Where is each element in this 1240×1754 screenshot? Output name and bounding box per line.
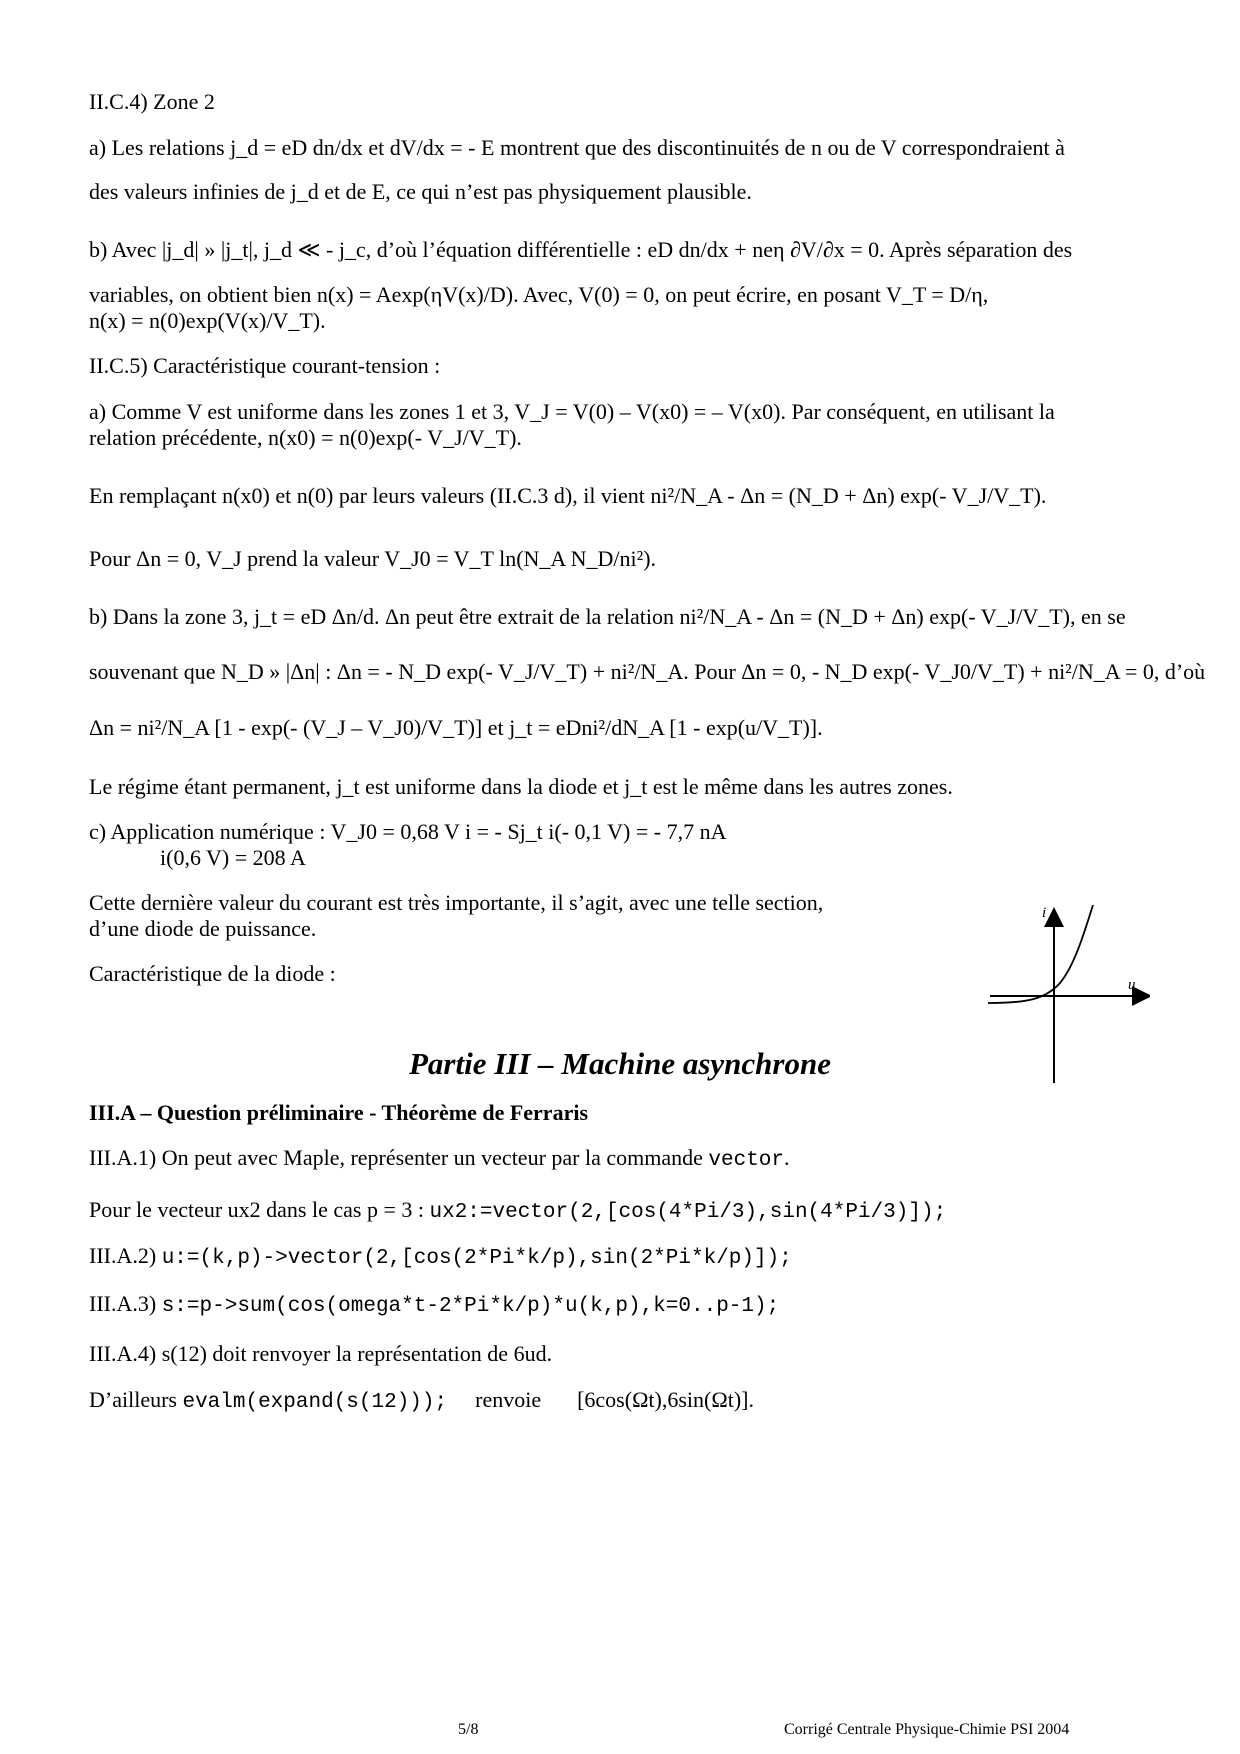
code-span: u:=(k,p)->vector(2,[cos(2*Pi*k/p),sin(2*Pi*k/p)]);	[161, 1247, 792, 1270]
paragraph-line: Le régime étant permanent, j_t est uniforme dans la diode et j_t est le même dans les autres zones.	[89, 774, 953, 799]
paragraph-line	[89, 1196, 946, 1227]
part-title: Partie III – Machine asynchrone	[409, 1046, 831, 1081]
text-span: III.A.3)	[89, 1291, 162, 1316]
section-heading: III.A – Question préliminaire - Théorème de Ferraris	[89, 1100, 589, 1125]
paragraph-line: a) Comme V est uniforme dans les zones 1 et 3, V_J = V(0) – V(x0) = – V(x0). Par conséquent, en utilisant la	[89, 399, 1055, 424]
code-span: vector	[708, 1149, 785, 1172]
paragraph-line: variables, on obtient bien n(x) = Aexp(ηV(x)/D). Avec, V(0) = 0, on peut écrire, en posant V_T = D/η,	[89, 282, 989, 307]
paragraph-line: Pour Δn = 0, V_J prend la valeur V_J0 = V_T ln(N_A N_D/ni²).	[89, 546, 657, 571]
paragraph-line: a) Les relations j_d = eD dn/dx et dV/dx = - E montrent que des discontinuités de n ou de V correspondraient à	[89, 135, 1065, 160]
paragraph-line: b) Avec |j_d| » |j_t|, j_d ≪ - j_c, d’où l’équation différentielle : eD dn/dx + neη ∂V/∂x = 0. Après séparation des	[89, 237, 1073, 262]
footer-source: Corrigé Centrale Physique-Chimie PSI 2004	[784, 1721, 1070, 1738]
paragraph-line: III.A.4) s(12) doit renvoyer la représentation de 6ud.	[89, 1341, 553, 1366]
code-span: ux2:=vector(2,[cos(4*Pi/3),sin(4*Pi/3)]);	[429, 1201, 947, 1224]
text-span: D’ailleurs	[89, 1387, 183, 1412]
text-span: III.A.1) On peut avec Maple, représenter un vecteur par la commande	[89, 1145, 709, 1170]
code-span: s:=p->sum(cos(omega*t-2*Pi*k/p)*u(k,p),k=0..p-1);	[161, 1295, 780, 1318]
paragraph-line: d’une diode de puissance.	[89, 916, 317, 941]
paragraph-line: b) Dans la zone 3, j_t = eD Δn/d. Δn peut être extrait de la relation ni²/N_A - Δn = (N_D + Δn) exp(- V_J/V_T), en se	[89, 604, 1126, 629]
paragraph-line: Δn = ni²/N_A [1 - exp(- (V_J – V_J0)/V_T)] et j_t = eDni²/dN_A [1 - exp(u/V_T)].	[89, 715, 823, 740]
paragraph-line: des valeurs infinies de j_d et de E, ce qui n’est pas physiquement plausible.	[89, 179, 752, 204]
paragraph-line: Caractéristique de la diode :	[89, 961, 336, 986]
page-number: 5/8	[458, 1721, 479, 1738]
text-span: .	[784, 1145, 790, 1170]
paragraph-line: n(x) = n(0)exp(V(x)/V_T).	[89, 308, 326, 333]
text-span: [6cos(Ωt),6sin(Ωt)].	[577, 1387, 754, 1412]
heading-II-C-4: II.C.4) Zone 2	[89, 89, 215, 114]
heading-II-C-5: II.C.5) Caractéristique courant-tension :	[89, 353, 441, 378]
paragraph-line	[89, 1290, 779, 1321]
diode-curve	[988, 905, 1093, 1003]
paragraph-line	[89, 1386, 754, 1417]
text-span: Pour le vecteur ux2 dans le cas p = 3 :	[89, 1197, 430, 1222]
paragraph-line: c) Application numérique : V_J0 = 0,68 V i = - Sj_t i(- 0,1 V) = - 7,7 nA	[89, 819, 727, 844]
text-span: renvoie	[475, 1387, 542, 1412]
axis-label-u: u	[1128, 977, 1136, 993]
paragraph-line: i(0,6 V) = 208 A	[160, 845, 306, 870]
axis-label-i: i	[1042, 905, 1047, 921]
paragraph-line: souvenant que N_D » |Δn| : Δn = - N_D exp(- V_J/V_T) + ni²/N_A. Pour Δn = 0, - N_D exp(- V_J0/V_T) + ni²/N_A = 0, d’où	[89, 659, 1206, 684]
text-span: III.A.2)	[89, 1243, 162, 1268]
code-span: evalm(expand(s(12)));	[182, 1391, 448, 1414]
paragraph-line: Cette dernière valeur du courant est très importante, il s’agit, avec une telle section,	[89, 890, 824, 915]
paragraph-line	[89, 1144, 790, 1175]
paragraph-line: relation précédente, n(x0) = n(0)exp(- V_J/V_T).	[89, 425, 522, 450]
paragraph-line: En remplaçant n(x0) et n(0) par leurs valeurs (II.C.3 d), il vient ni²/N_A - Δn = (N_D + Δn) exp(- V_J/V_T).	[89, 483, 1047, 508]
paragraph-line	[89, 1242, 792, 1273]
